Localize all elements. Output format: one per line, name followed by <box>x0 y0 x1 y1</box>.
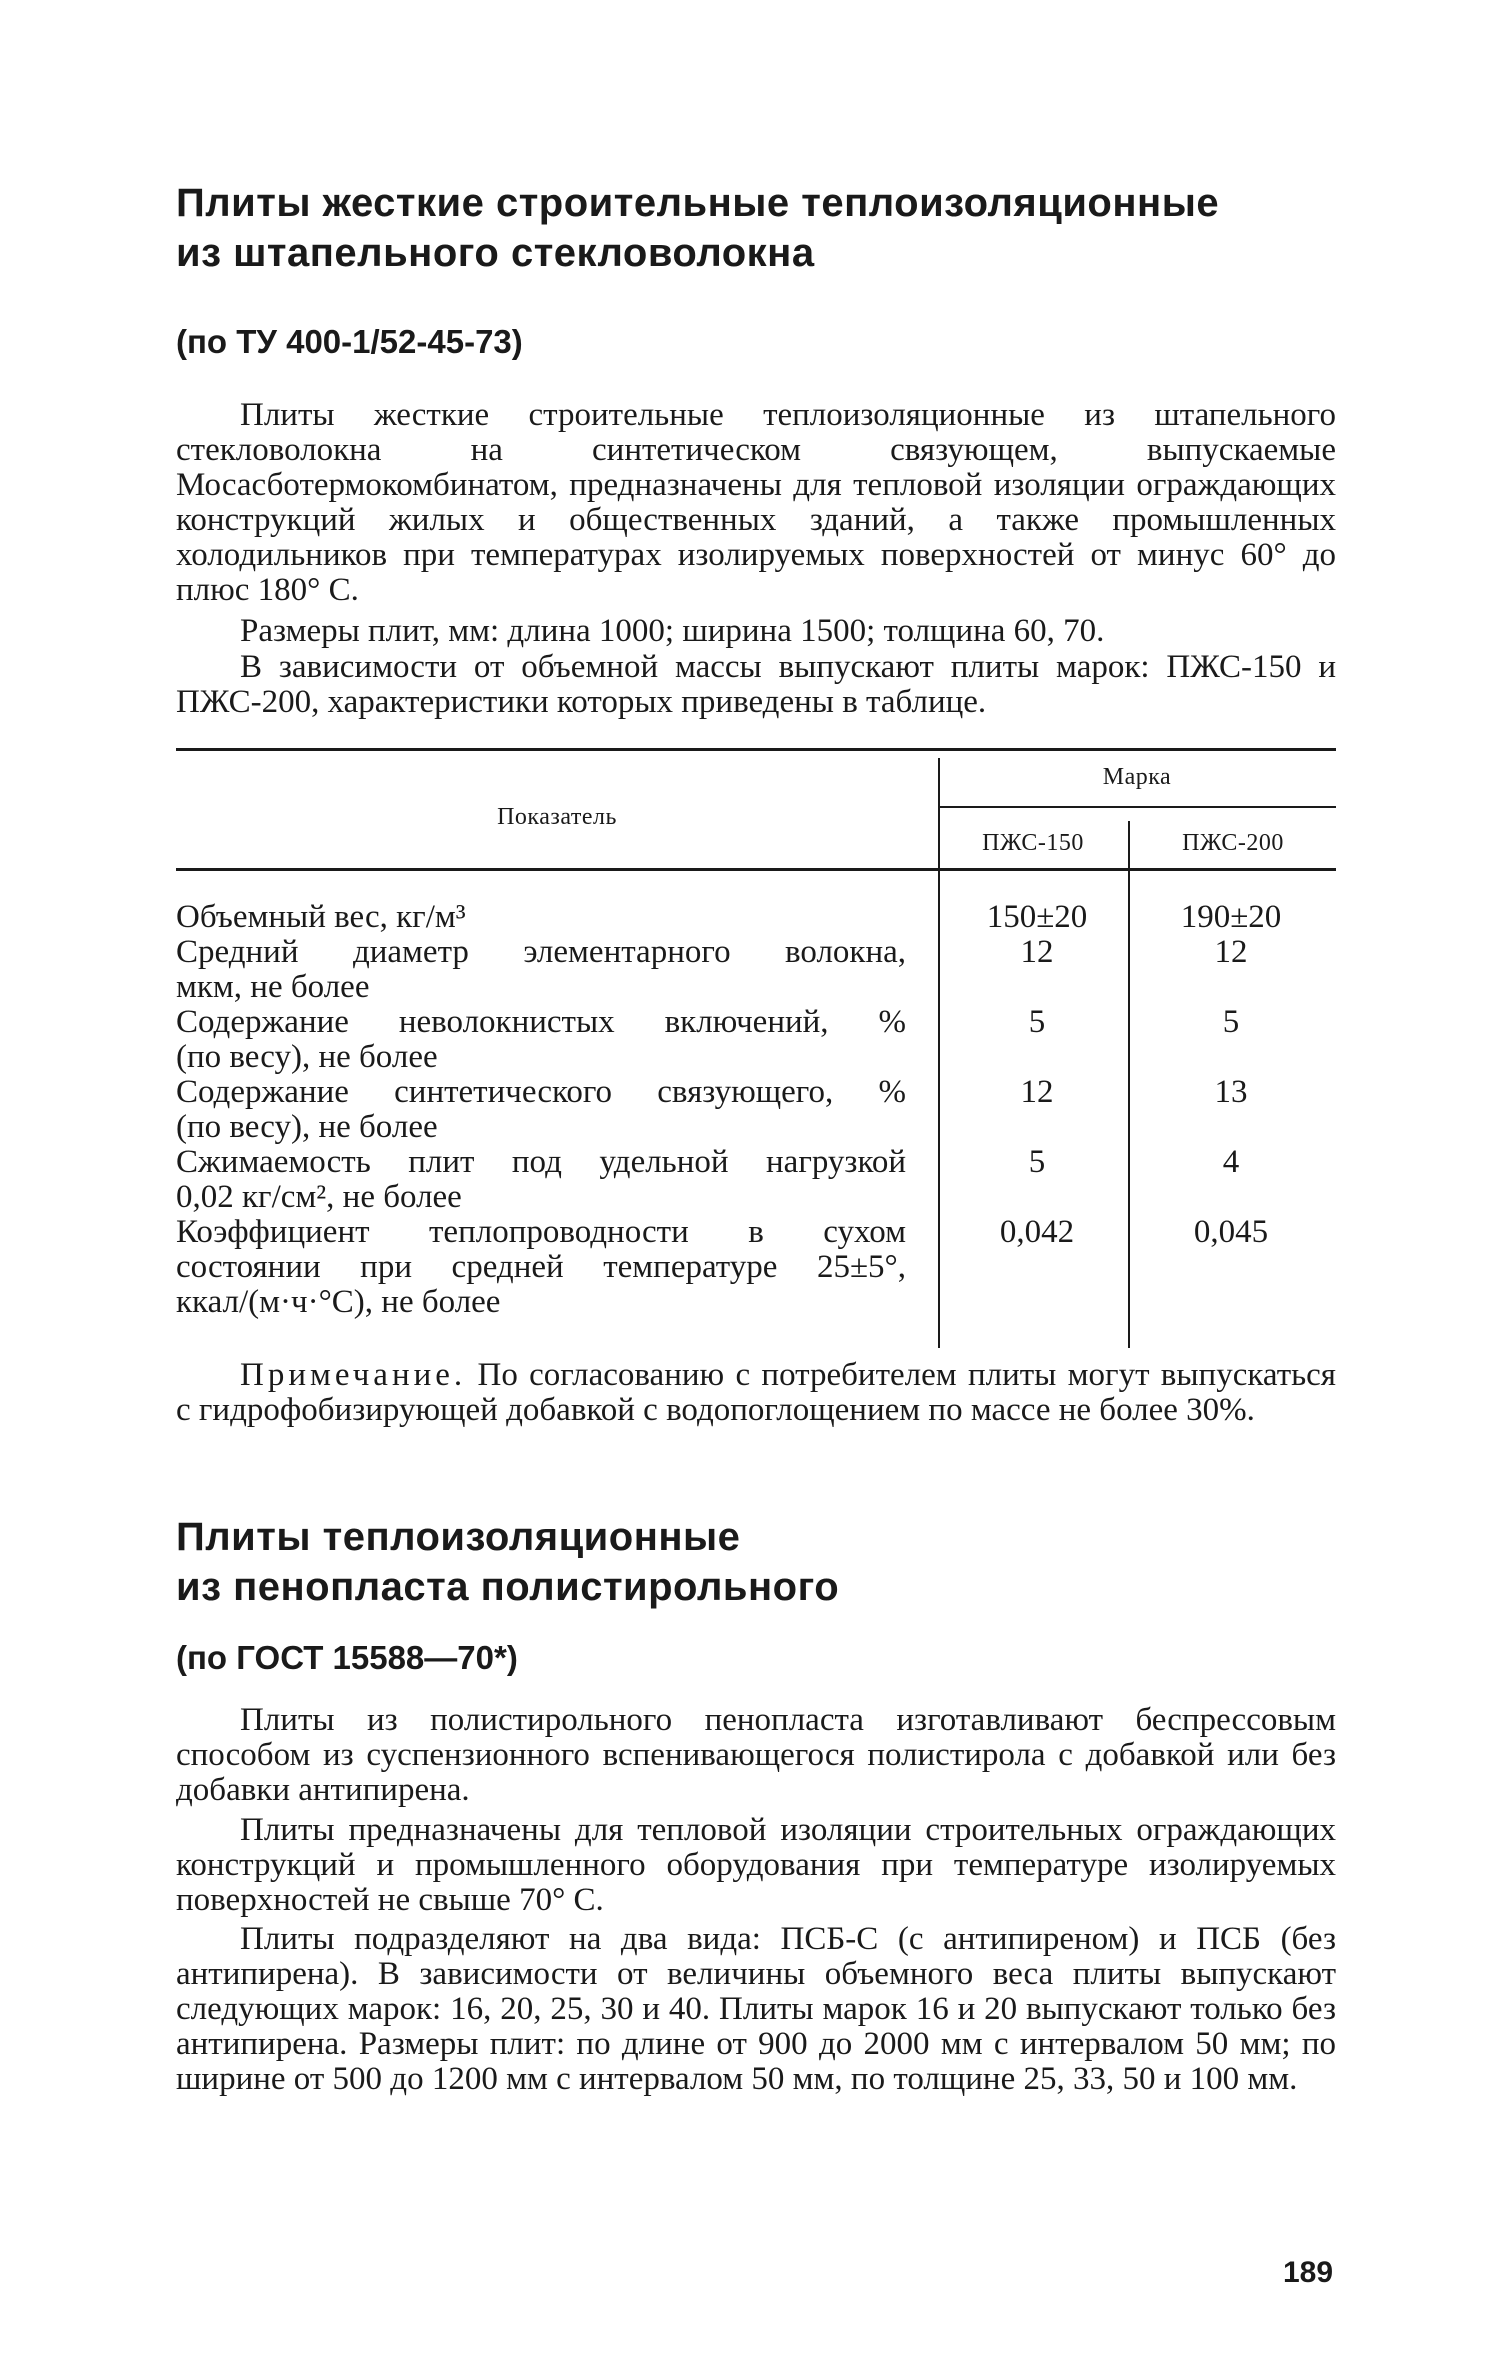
table-row <box>176 935 906 1005</box>
table-row <box>176 1215 906 1320</box>
table-row <box>176 1005 906 1075</box>
table-divider-columns <box>1128 821 1130 1348</box>
row-label-cont: (по весу), не более <box>176 1039 438 1075</box>
row-value-col1: 0,042 <box>999 1214 1075 1250</box>
row-label-cont: (по весу), не более <box>176 1109 438 1145</box>
row-value-col2: 13 <box>1214 1074 1248 1110</box>
row-label: Сжимаемость плит под удельной нагрузкой <box>176 1144 906 1180</box>
table-row <box>176 900 906 935</box>
note-text: По согласованию с потребителем плиты могут выпускаться с гидрофобизирующей добавкой с водопоглощением по массе не более 30%. <box>176 1357 1336 1428</box>
row-value-col2: 5 <box>1222 1004 1240 1040</box>
note-lead: Примечание. <box>240 1357 467 1393</box>
row-label-cont2: ккал/(м·ч·°С), не более <box>176 1284 501 1320</box>
row-value-col2: 0,045 <box>1193 1214 1269 1250</box>
section1-standard: (по ТУ 400-1/52-45-73) <box>176 323 523 360</box>
row-value-col2: 4 <box>1222 1144 1240 1180</box>
row-label: Коэффициент теплопроводности в сухом <box>176 1214 906 1250</box>
page-number: 189 <box>1283 2256 1334 2289</box>
table-note <box>176 1358 1336 1428</box>
section1-title-line1: Плиты жесткие строительные теплоизоляционные <box>176 181 1220 225</box>
table-top-rule <box>176 748 1336 751</box>
row-value-col2: 190±20 <box>1180 899 1282 935</box>
table-row <box>176 1145 906 1215</box>
section2-paragraph3: Плиты подразделяют на два вида: ПСБ-С (с антипиреном) и ПСБ (без антипирена). В зависимости от величины объемного веса плиты выпускают следующих марок: 16, 20, 25, 30 и 40. Плиты марок 16 и 20 выпускают только без антипирена. Размеры плит: по длине от 900 до 2000 мм с интервалом 50 мм; по ширине от 500 до 1200 мм с интервалом 50 мм, по толщине 25, 33, 50 и 100 мм. <box>176 1921 1336 2097</box>
row-label-cont: состоянии при средней температуре 25±5°, <box>176 1249 906 1285</box>
row-label: Содержание синтетического связующего, % <box>176 1074 906 1110</box>
section2-title <box>176 1512 1336 1612</box>
table-header-rule <box>176 868 1336 871</box>
row-value-col1: 5 <box>1028 1144 1046 1180</box>
table-header-brand: Марка <box>1102 764 1172 790</box>
row-value-col1: 12 <box>1020 934 1054 970</box>
row-value-col1: 12 <box>1020 1074 1054 1110</box>
row-value-col1: 150±20 <box>986 899 1088 935</box>
table-brand-rule <box>938 806 1336 808</box>
section1-title-line2: из штапельного стекловолокна <box>176 231 815 275</box>
row-value-col2: 12 <box>1214 934 1248 970</box>
section2-title-line1: Плиты теплоизоляционные <box>176 1515 741 1559</box>
row-label: Объемный вес, кг/м³ <box>176 899 466 935</box>
section1-paragraph2: Размеры плит, мм: длина 1000; ширина 1500; толщина 60, 70. <box>240 613 1105 649</box>
row-label: Средний диаметр элементарного волокна, <box>176 934 906 970</box>
section2-title-line2: из пенопласта полистирольного <box>176 1565 840 1609</box>
properties-table <box>176 748 1336 1348</box>
section1-paragraph1: Плиты жесткие строительные теплоизоляционные из штапельного стекловолокна на синтетическом связующем, выпускаемые Мосасботермокомбинатом, предназначены для тепловой изоляции ограждающих конструкций жилых и общественных зданий, а также промышленных холодильников при температурах изолируемых поверхностей от минус 60° до плюс 180° С. <box>176 397 1336 608</box>
row-label: Содержание неволокнистых включений, % <box>176 1004 906 1040</box>
section1-paragraph3: В зависимости от объемной массы выпускают плиты марок: ПЖС-150 и ПЖС-200, характеристики которых приведены в таблице. <box>176 649 1336 720</box>
section1-title <box>176 178 1336 278</box>
section2-paragraph2: Плиты предназначены для тепловой изоляции строительных ограждающих конструкций и промышленного оборудования при температуре изолируемых поверхностей не свыше 70° С. <box>176 1812 1336 1918</box>
table-row <box>176 1075 906 1145</box>
table-header-col2: ПЖС-200 <box>1182 830 1284 856</box>
section2-paragraph1: Плиты из полистирольного пенопласта изготавливают беспрессовым способом из суспензионного вспенивающегося полистирола с добавкой или без добавки антипирена. <box>176 1702 1336 1808</box>
row-label-cont: мкм, не более <box>176 969 370 1005</box>
row-label-cont: 0,02 кг/см², не более <box>176 1179 462 1215</box>
section2-standard: (по ГОСТ 15588—70*) <box>176 1639 518 1676</box>
table-header-col1: ПЖС-150 <box>982 830 1084 856</box>
table-header-indicator: Показатель <box>497 804 617 830</box>
row-value-col1: 5 <box>1028 1004 1046 1040</box>
